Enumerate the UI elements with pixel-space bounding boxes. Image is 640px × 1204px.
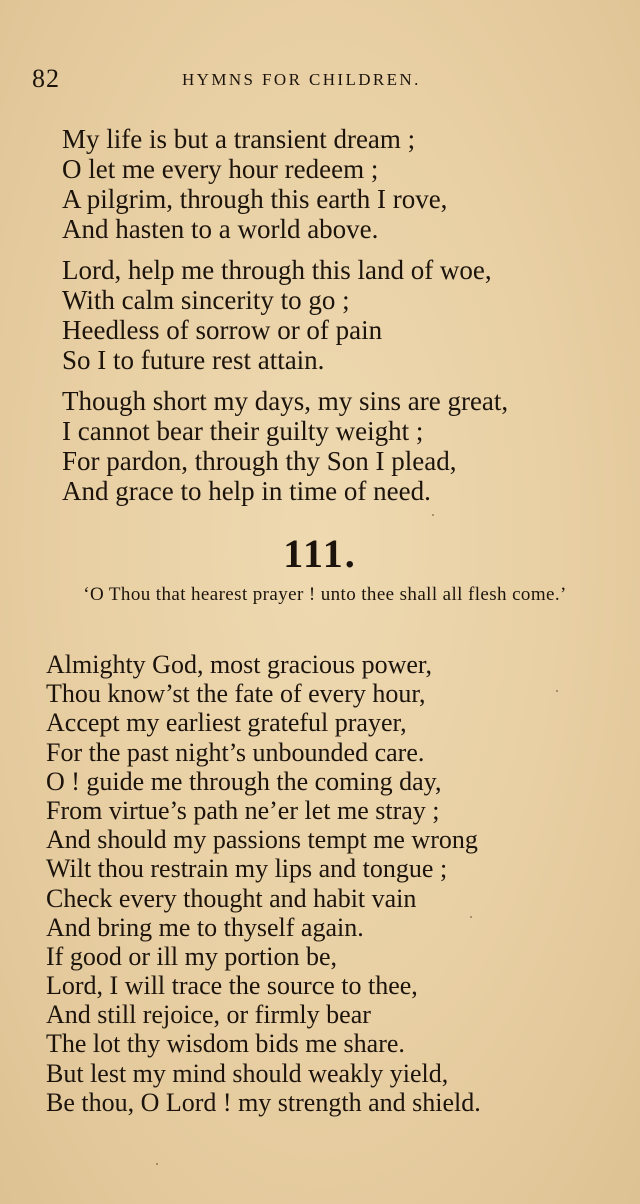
verse-line: And bring me to thyself again.: [46, 912, 364, 942]
verse-line: Check every thought and habit vain: [46, 883, 417, 913]
verse-line: A pilgrim, through this earth I rove,: [62, 184, 448, 214]
verse-line: Almighty God, most gracious power,: [46, 650, 433, 679]
verse-line: Lord, I will trace the source to thee,: [46, 971, 418, 1001]
verse-line: For the past night’s unbounded care.: [46, 737, 425, 767]
verse-line: Be thou, O Lord ! my strength and shield.: [46, 1087, 481, 1117]
verse-line: But lest my mind should weakly yield,: [46, 1058, 449, 1088]
verse-line: O let me every hour redeem ;: [62, 154, 379, 184]
page-number: 82: [32, 64, 60, 93]
verse-line: From virtue’s path ne’er let me stray ;: [46, 795, 440, 825]
verse-line: My life is but a transient dream ;: [62, 124, 416, 154]
paper-speck: [556, 690, 558, 692]
verse-line: O ! guide me through the coming day,: [46, 766, 442, 796]
verse-line: Though short my days, my sins are great,: [62, 386, 509, 416]
verse-line: I cannot bear their guilty weight ;: [62, 416, 424, 446]
stanza-2: [62, 255, 632, 375]
verse-line: With calm sincerity to go ;: [62, 285, 350, 315]
stanza-1: [62, 124, 632, 244]
paper-speck: [470, 916, 472, 918]
verse-line: And still rejoice, or firmly bear: [46, 1000, 371, 1030]
verse-line: And grace to help in time of need.: [62, 476, 431, 506]
page-header: [32, 64, 472, 98]
verse-line: If good or ill my portion be,: [46, 941, 338, 971]
paper-speck: [432, 514, 434, 516]
verse-line: Wilt thou restrain my lips and tongue ;: [46, 854, 448, 884]
verse-line: Lord, help me through this land of woe,: [62, 255, 492, 285]
hymn-number: 111.: [283, 531, 357, 576]
running-head: HYMNS FOR CHILDREN.: [182, 70, 421, 89]
verse-line: And hasten to a world above.: [62, 214, 379, 244]
verse-line: For pardon, through thy Son I plead,: [62, 446, 457, 476]
paper-speck: [156, 1163, 158, 1165]
verse-line: So I to future rest attain.: [62, 345, 325, 375]
verse-line: And should my passions tempt me wrong: [46, 825, 478, 855]
verse-line: The lot thy wisdom bids me share.: [46, 1029, 405, 1059]
hymn-epigraph: ‘O Thou that hearest prayer ! unto thee shall all flesh come.’: [83, 584, 567, 605]
verse-line: Thou know’st the fate of every hour,: [46, 679, 426, 709]
hymn-body: [46, 650, 626, 1117]
stanza-3: [62, 386, 632, 506]
verse-line: Accept my earliest grateful prayer,: [46, 708, 407, 738]
verse-line: Heedless of sorrow or of pain: [62, 315, 383, 345]
